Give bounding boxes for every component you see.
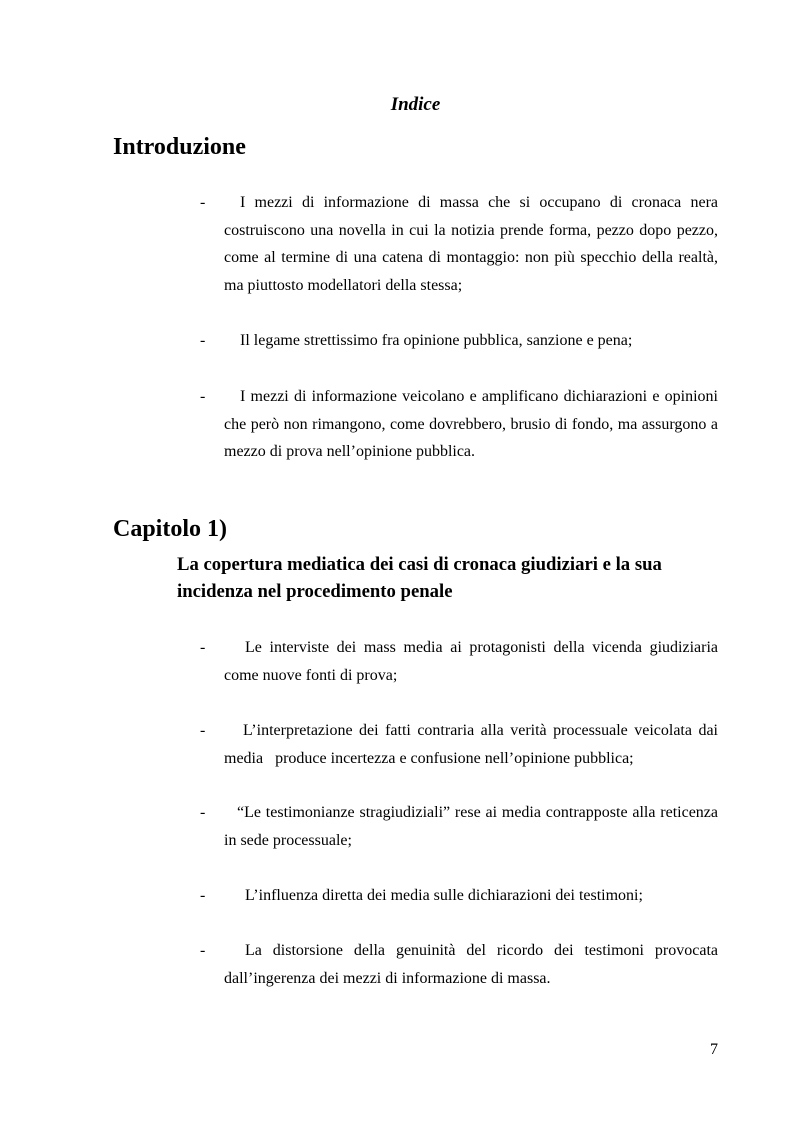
chapter-subtitle: La copertura mediatica dei casi di cronaca giudiziari e la sua incidenza nel procedimento penale: [177, 554, 662, 603]
list-bullet: -: [200, 639, 206, 656]
index-title: Indice: [390, 94, 441, 115]
chapter-heading: Capitolo 1): [113, 516, 227, 542]
list-item-text: I mezzi di informazione veicolano e amplificano dichiarazioni e opinioni che però non rimangono, come dovrebbero, brusio di fondo, ma assurgono a mezzo di prova nell’opinione pubblica.: [224, 388, 722, 461]
list-item-text: Le interviste dei mass media ai protagonisti della vicenda giudiziaria come nuove fonti di prova;: [224, 639, 722, 684]
section-heading-introduzione: Introduzione: [113, 134, 246, 160]
list-bullet: -: [200, 388, 206, 405]
list-item-text: I mezzi di informazione di massa che si occupano di cronaca nera costruiscono una novella in cui la notizia prende forma, pezzo dopo pezzo, come al termine di una catena di montaggio: non più specchio della realtà, ma piuttosto modellatori della stessa;: [224, 194, 722, 294]
list-bullet: -: [200, 887, 206, 904]
page-number: 7: [710, 1041, 718, 1058]
list-bullet: -: [200, 722, 206, 739]
list-item-text: “Le testimonianze stragiudiziali” rese ai media contrapposte alla reticenza in sede processuale;: [224, 804, 722, 849]
list-item-text: L’influenza diretta dei media sulle dichiarazioni dei testimoni;: [245, 887, 643, 904]
list-bullet: -: [200, 942, 206, 959]
list-item-text: Il legame strettissimo fra opinione pubblica, sanzione e pena;: [240, 332, 633, 349]
list-item-text: La distorsione della genuinità del ricordo dei testimoni provocata dall’ingerenza dei mezzi di informazione di massa.: [224, 942, 722, 987]
list-bullet: -: [200, 332, 206, 349]
list-bullet: -: [200, 194, 206, 211]
list-bullet: -: [200, 804, 206, 821]
list-item-text: L’interpretazione dei fatti contraria alla verità processuale veicolata dai media produce incertezza e confusione nell’opinione pubblica;: [224, 722, 722, 767]
